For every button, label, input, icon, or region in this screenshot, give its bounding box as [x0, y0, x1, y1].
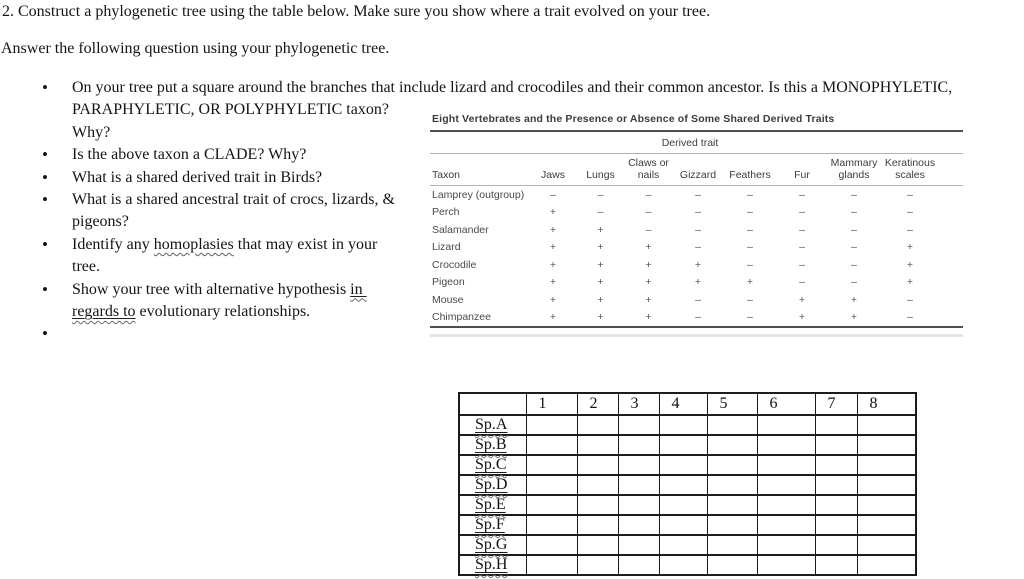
- grid-row-label: Sp.E: [459, 495, 526, 515]
- grid-row: [459, 435, 916, 455]
- grid-cell[interactable]: [577, 495, 618, 515]
- grid-cell[interactable]: [526, 455, 577, 475]
- trait-cell: +: [549, 241, 557, 254]
- trait-cell: –: [645, 188, 652, 201]
- bullet-line: What is a shared derived trait in Birds?: [72, 168, 323, 186]
- grid-cell[interactable]: [707, 555, 757, 575]
- bullet-line: tree.: [72, 258, 100, 276]
- column-header: Claws or nails: [625, 154, 672, 186]
- grid-cell[interactable]: [577, 415, 618, 435]
- grid-column-header: 6: [757, 393, 815, 415]
- grid-cell[interactable]: [707, 455, 757, 475]
- trait-cell: –: [851, 223, 857, 236]
- grid-cell[interactable]: [815, 415, 857, 435]
- trait-cell: –: [747, 293, 753, 306]
- grid-column-header: 5: [707, 393, 757, 415]
- trait-cell: +: [906, 241, 914, 254]
- trait-cell: +: [597, 223, 604, 236]
- grid-cell[interactable]: [815, 515, 857, 535]
- grid-column-header: 3: [618, 393, 659, 415]
- grid-cell[interactable]: [659, 555, 707, 575]
- table-bottom-rule: [430, 334, 963, 337]
- grid-cell[interactable]: [815, 475, 857, 495]
- bullet-line: PARAPHYLETIC, OR POLYPHYLETIC taxon?: [72, 101, 389, 119]
- column-header: Fur: [776, 154, 828, 186]
- trait-cell: –: [851, 188, 857, 201]
- grid-cell[interactable]: [526, 415, 577, 435]
- grid-cell[interactable]: [577, 555, 618, 575]
- trait-cell: +: [694, 276, 702, 289]
- grid-column-header: 2: [577, 393, 618, 415]
- grid-row: [459, 455, 916, 475]
- grid-cell[interactable]: [618, 435, 659, 455]
- trait-cell: +: [549, 293, 557, 306]
- grid-cell[interactable]: [659, 455, 707, 475]
- grid-cell[interactable]: [618, 415, 659, 435]
- grid-cell[interactable]: [618, 455, 659, 475]
- bullet-icon: •: [42, 145, 48, 165]
- grid-cell[interactable]: [526, 475, 577, 495]
- grid-cell[interactable]: [618, 515, 659, 535]
- grid-cell[interactable]: [659, 475, 707, 495]
- bullet-icon: •: [42, 190, 48, 210]
- grid-cell[interactable]: [577, 475, 618, 495]
- grid-cell[interactable]: [659, 435, 707, 455]
- table-row: [430, 274, 963, 292]
- column-header: Feathers: [724, 154, 776, 186]
- grid-row: [459, 475, 916, 495]
- grid-cell[interactable]: [577, 535, 618, 555]
- grid-corner-cell: [459, 393, 526, 415]
- grid-cell[interactable]: [707, 515, 757, 535]
- table-row: [430, 256, 963, 274]
- grid-row-label: Sp.H: [459, 555, 526, 575]
- grid-row-label: Sp.B: [459, 435, 526, 455]
- taxon-cell: Salamander: [432, 223, 489, 236]
- trait-cell: –: [799, 223, 805, 236]
- table-row: [430, 204, 963, 222]
- trait-cell: –: [799, 258, 805, 271]
- traits-table: [430, 154, 963, 328]
- trait-cell: +: [549, 276, 557, 289]
- trait-cell: +: [828, 309, 880, 328]
- grid-cell[interactable]: [757, 555, 815, 575]
- trait-cell: –: [851, 276, 857, 289]
- trait-cell: –: [724, 309, 776, 328]
- grid-cell[interactable]: [707, 535, 757, 555]
- trait-cell: –: [747, 258, 753, 271]
- trait-cell: –: [645, 206, 652, 219]
- trait-cell: –: [550, 188, 556, 201]
- trait-cell: +: [694, 258, 702, 271]
- trait-cell: +: [549, 258, 557, 271]
- instruction-line: Answer the following question using your phylogenetic tree.: [1, 40, 390, 57]
- trait-cell: –: [747, 206, 753, 219]
- trait-cell: –: [799, 241, 805, 254]
- trait-cell: +: [850, 293, 858, 306]
- grid-cell[interactable]: [618, 495, 659, 515]
- grid-cell[interactable]: [618, 475, 659, 495]
- grid-row: [459, 555, 916, 575]
- trait-cell: –: [851, 206, 857, 219]
- grid-cell[interactable]: [618, 535, 659, 555]
- grid-cell[interactable]: [857, 415, 916, 435]
- table-row: [430, 239, 963, 257]
- traits-table-title: Eight Vertebrates and the Presence or Absence of Some Shared Derived Traits: [430, 111, 963, 132]
- grid-cell[interactable]: [526, 435, 577, 455]
- taxon-cell: Crocodile: [432, 258, 477, 271]
- bullet-icon: •: [42, 279, 48, 299]
- grid-row: [459, 535, 916, 555]
- grid-cell[interactable]: [757, 415, 815, 435]
- table-row: [430, 221, 963, 239]
- column-header: Lungs: [576, 154, 625, 186]
- grid-row-label: Sp.D: [459, 475, 526, 495]
- bullet-line: Show your tree with alternative hypothesis in: [72, 280, 367, 298]
- trait-cell: +: [645, 276, 652, 289]
- grid-row-label: Sp.A: [459, 415, 526, 435]
- grid-cell[interactable]: [815, 495, 857, 515]
- taxon-cell: Chimpanzee: [430, 309, 530, 328]
- table-row: [430, 309, 963, 328]
- grid-row-label: Sp.F: [459, 515, 526, 535]
- bullet-icon: •: [42, 167, 48, 187]
- taxon-cell: Lizard: [432, 241, 461, 254]
- trait-cell: –: [907, 188, 913, 201]
- grid-cell[interactable]: [659, 495, 707, 515]
- grid-cell[interactable]: [577, 455, 618, 475]
- trait-cell: +: [798, 293, 806, 306]
- column-header: Mammary glands: [828, 154, 880, 186]
- column-header: Keratinous scales: [880, 154, 963, 186]
- grid-row: [459, 415, 916, 435]
- trait-cell: –: [747, 188, 753, 201]
- grid-row-label: Sp.G: [459, 535, 526, 555]
- grid-cell[interactable]: [857, 495, 916, 515]
- trait-cell: +: [597, 241, 604, 254]
- grid-row: [459, 515, 916, 535]
- trait-cell: –: [695, 188, 701, 201]
- grid-cell[interactable]: [526, 495, 577, 515]
- grid-cell[interactable]: [707, 415, 757, 435]
- trait-cell: –: [695, 241, 701, 254]
- trait-cell: +: [625, 309, 672, 328]
- bullet-line: Is the above taxon a CLADE? Why?: [72, 146, 307, 164]
- taxon-cell: Perch: [432, 206, 460, 219]
- trait-cell: +: [645, 241, 652, 254]
- trait-cell: –: [907, 206, 913, 219]
- grid-cell[interactable]: [815, 535, 857, 555]
- table-row: [430, 186, 963, 204]
- trait-cell: –: [747, 223, 753, 236]
- grid-cell[interactable]: [815, 455, 857, 475]
- bullet-line: Why?: [72, 123, 111, 141]
- trait-cell: –: [799, 188, 805, 201]
- grid-cell[interactable]: [526, 555, 577, 575]
- trait-cell: –: [597, 188, 604, 201]
- grid-cell[interactable]: [857, 555, 916, 575]
- grid-cell[interactable]: [757, 455, 815, 475]
- grid-cell[interactable]: [659, 535, 707, 555]
- taxon-cell: Lamprey (outgroup): [432, 188, 525, 201]
- bullet-icon: •: [42, 234, 48, 254]
- grid-cell[interactable]: [659, 415, 707, 435]
- trait-cell: –: [799, 206, 805, 219]
- trait-cell: +: [597, 293, 604, 306]
- trait-cell: +: [576, 309, 625, 328]
- question-heading: 2. Construct a phylogenetic tree using the table below. Make sure you show where a trait evolved on your tree.: [2, 3, 711, 20]
- trait-cell: +: [906, 258, 914, 271]
- grid-cell[interactable]: [815, 555, 857, 575]
- trait-cell: –: [645, 223, 652, 236]
- trait-cell: –: [799, 276, 805, 289]
- trait-cell: +: [746, 276, 754, 289]
- trait-cell: –: [851, 258, 857, 271]
- grid-cell[interactable]: [757, 475, 815, 495]
- grid-cell[interactable]: [857, 435, 916, 455]
- grid-cell[interactable]: [857, 455, 916, 475]
- trait-cell: +: [776, 309, 828, 328]
- grid-cell[interactable]: [618, 555, 659, 575]
- grid-cell[interactable]: [707, 495, 757, 515]
- trait-cell: –: [695, 293, 701, 306]
- grid-cell[interactable]: [659, 515, 707, 535]
- taxon-cell: Mouse: [432, 293, 464, 306]
- bullet-line: pigeons?: [72, 213, 129, 231]
- trait-cell: –: [747, 241, 753, 254]
- grid-cell[interactable]: [577, 435, 618, 455]
- grid-cell[interactable]: [815, 435, 857, 455]
- trait-cell: –: [851, 241, 857, 254]
- grid-cell[interactable]: [707, 475, 757, 495]
- grid-column-header: 1: [526, 393, 577, 415]
- trait-cell: +: [549, 223, 557, 236]
- trait-cell: +: [530, 309, 576, 328]
- trait-cell: +: [906, 276, 914, 289]
- trait-cell: +: [597, 276, 604, 289]
- bullet-line: Identify any homoplasies that may exist in your: [72, 235, 378, 253]
- trait-cell: +: [549, 206, 557, 219]
- grid-header-row: [459, 393, 916, 415]
- trait-cell: +: [645, 258, 652, 271]
- grid-column-header: 4: [659, 393, 707, 415]
- grid-cell[interactable]: [757, 535, 815, 555]
- bullet-line: On your tree put a square around the branches that include lizard and crocodiles and their common ancestor. Is this a MONOPHYLETIC,: [72, 79, 953, 96]
- grid-cell[interactable]: [757, 435, 815, 455]
- traits-header-row: [430, 154, 963, 186]
- grid-cell[interactable]: [757, 495, 815, 515]
- trait-cell: –: [672, 309, 724, 328]
- trait-cell: –: [597, 206, 604, 219]
- table-row: [430, 291, 963, 309]
- vertebrate-traits-figure: [430, 111, 963, 337]
- trait-cell: –: [907, 223, 913, 236]
- grid-row-label: Sp.C: [459, 455, 526, 475]
- grammar-flagged-text: in: [350, 280, 367, 298]
- grid-cell[interactable]: [757, 515, 815, 535]
- bullet-line: What is a shared ancestral trait of crocs, lizards, &: [72, 191, 395, 209]
- derived-trait-spanner: Derived trait: [430, 132, 963, 154]
- fill-in-grid-table: [458, 392, 917, 576]
- grid-cell[interactable]: [707, 435, 757, 455]
- column-header: Taxon: [430, 154, 530, 186]
- grid-cell[interactable]: [857, 515, 916, 535]
- species-grid-section: [458, 392, 917, 576]
- bullet-icon: •: [42, 324, 48, 344]
- trait-cell: –: [907, 293, 913, 306]
- grammar-flagged-text: regards to: [72, 303, 136, 321]
- column-header: Jaws: [530, 154, 576, 186]
- misspelled-word: homoplasies: [153, 235, 234, 253]
- bullet-line: regards to evolutionary relationships.: [72, 303, 311, 321]
- taxon-cell: Pigeon: [432, 276, 465, 289]
- column-header: Gizzard: [672, 154, 724, 186]
- grid-cell[interactable]: [857, 535, 916, 555]
- grid-cell[interactable]: [577, 515, 618, 535]
- grid-cell[interactable]: [857, 475, 916, 495]
- grid-cell[interactable]: [526, 535, 577, 555]
- bullet-icon: •: [42, 78, 48, 97]
- grid-column-header: 7: [815, 393, 857, 415]
- trait-cell: –: [695, 206, 701, 219]
- trait-cell: –: [880, 309, 963, 328]
- grid-row: [459, 495, 916, 515]
- grid-cell[interactable]: [526, 515, 577, 535]
- trait-cell: –: [695, 223, 701, 236]
- trait-cell: +: [645, 293, 652, 306]
- grid-column-header: 8: [857, 393, 916, 415]
- trait-cell: +: [597, 258, 604, 271]
